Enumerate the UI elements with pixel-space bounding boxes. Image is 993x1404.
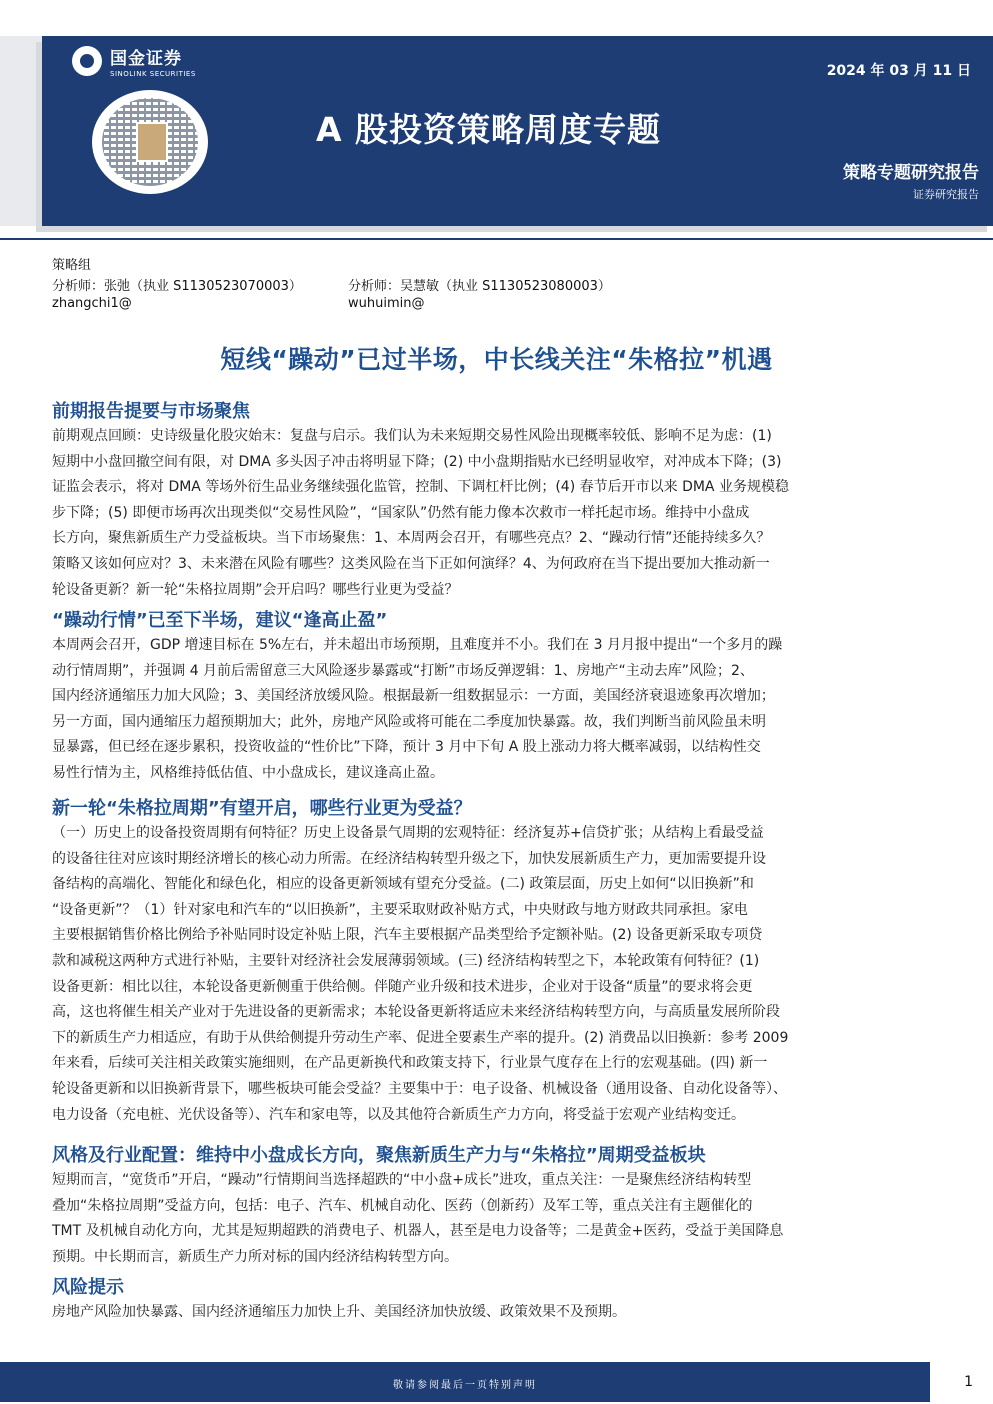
report-subtype: 证券研究报告	[913, 188, 979, 201]
report-date: 2024 年 03 月 11 日	[826, 63, 971, 79]
section-body-review: 前期观点回顾：史诗级量化股灾始末：复盘与启示。我们认为未来短期交易性风险出现概率较低、影响不足为虑：(1) 短期中小盘回撤空间有限，对 DMA 多头因子冲击将明显下降；(2) 中小盘期指贴水已经明显收窄，对冲成本下降；(3) 证监会表示，将对 DMA 等场外衍生品业务继续强化监管，控制、下调杠杆比例；(4) 春节后开市以来 DMA 业务规模稳 步下降；(5) 即便市场再次出现类似“交易性风险”，“国家队”仍然有能力像本次救市一样托起市场。维持中小盘成 长方向，聚焦新质生产力受益板块。当下市场聚焦：1、本周两会召开，有哪些亮点？2、“躁动行情”还能持续多久？ 策略又该如何应对？3、未来潜在风险有哪些？这类风险在当下正如何演绎？4、为何政府在当下提出要加大推动新一 轮设备更新？新一轮“朱格拉周期”会开启吗？哪些行业更为受益？	[52, 428, 789, 598]
section-title-risk: 风险提示	[52, 1277, 124, 1298]
logo-icon	[72, 46, 102, 76]
report-headline: 短线“躁动”已过半场，中长线关注“朱格拉”机遇	[220, 345, 773, 374]
logo-name-cn: 国金证券	[110, 49, 182, 69]
footer-disclaimer: 敬请参阅最后一页特别声明	[393, 1380, 537, 1391]
report-title: A 股投资策略周度专题	[316, 110, 662, 149]
section-body-allocation: 短期而言，“宽货币”开启，“躁动”行情期间当选择超跌的“中小盘+成长”进攻，重点关注：一是聚焦经济结构转型 叠加“朱格拉周期”受益方向，包括：电子、汽车、机械自动化、医药（创新药）及军工等，重点关注有主题催化的 TMT 及机械自动化方向，尤其是短期超跌的消费电子、机器人，甚至是电力设备等；二是黄金+医药，受益于美国降息 预期。中长期而言，新质生产力所对标的国内经济结构转型方向。	[52, 1172, 784, 1265]
section-title-rally: “躁动行情”已至下半场，建议“逢高止盈”	[52, 610, 388, 631]
analyst-2-email[interactable]: wuhuimin@	[348, 296, 425, 311]
analyst-2: 分析师：吴慧敏（执业 S1130523080003）	[348, 279, 611, 294]
banner-shadow	[0, 36, 42, 226]
logo-name-en: SINOLINK SECURITIES	[110, 70, 196, 78]
page-number: 1	[964, 1374, 973, 1390]
section-title-allocation: 风格及行业配置：维持中小盘成长方向，聚焦新质生产力与“朱格拉”周期受益板块	[52, 1145, 706, 1166]
section-body-rally: 本周两会召开，GDP 增速目标在 5%左右，并未超出市场预期，且难度并不小。我们在 3 月月报中提出“一个多月的躁 动行情周期”，并强调 4 月前后需留意三大风险逐步暴露或“打断”市场反弹逻辑：1、房地产“主动去库”风险；2、 国内经济通缩压力加大风险；3、美国经济放缓风险。根据最新一组数据显示：一方面，美国经济衰退迹象再次增加； 另一方面，国内通缩压力超预期加大；此外，房地产风险或将可能在二季度加快暴露。故，我们判断当前风险虽未明 显暴露，但已经在逐步累积，投资收益的“性价比”下降，预计 3 月中下旬 A 股上涨动力将大概率减弱，以结构性交 易性行情为主，风格维持低估值、中小盘成长，建议逢高止盈。	[52, 637, 783, 781]
section-title-juglar: 新一轮“朱格拉周期”有望开启，哪些行业更为受益？	[52, 798, 472, 819]
analyst-1: 分析师：张弛（执业 S1130523070003）	[52, 279, 302, 294]
section-title-review: 前期报告提要与市场聚焦	[52, 401, 250, 422]
header-divider	[0, 238, 993, 240]
team-label: 策略组	[52, 258, 92, 273]
section-body-juglar: （一）历史上的设备投资周期有何特征？历史上设备景气周期的宏观特征：经济复苏+信贷扩张；从结构上看最受益 的设备往往对应该时期经济增长的核心动力所需。在经济结构转型升级之下，加快发展新质生产力，更加需要提升设 备结构的高端化、智能化和绿色化，相应的设备更新领域有望充分受益。(二) 政策层面，历史上如何“以旧换新”和 “设备更新”？（1）针对家电和汽车的“以旧换新”，主要采取财政补贴方式，中央财政与地方财政共同承担。家电 主要根据销售价格比例给予补贴同时设定补贴上限，汽车主要根据产品类型给予定额补贴。(2) 设备更新采取专项贷 款和减税这两种方式进行补贴，主要针对经济社会发展薄弱领域。(三) 经济结构转型之下，本轮政策有何特征？(1) 设备更新：相比以往，本轮设备更新侧重于供给侧。伴随产业升级和技术进步，企业对于设备“质量”的要求将会更 高，这也将催生相关产业对于先进设备的更新需求；本轮设备更新将适应未来经济结构转型方向，与高质量发展所阶段 下的新质生产力相适应，有助于从供给侧提升劳动生产率、促进全要素生产率的提升。(2) 消费品以旧换新：参考 2009 年来看，后续可关注相关政策实施细则，在产品更新换代和政策支持下，行业景气度存在上行的宏观基础。(四) 新一 轮设备更新和以旧换新背景下，哪些板块可能会受益？主要集中于：电子设备、机械设备（通用设备、自动化设备等）、 电力设备（充电桩、光伏设备等）、汽车和家电等，以及其他符合新质生产力方向，将受益于宏观产业结构变迁。	[52, 825, 789, 1123]
report-type: 策略专题研究报告	[843, 163, 979, 183]
company-logo	[72, 44, 196, 78]
qr-code-icon	[92, 90, 208, 194]
analyst-1-email[interactable]: zhangchi1@	[52, 296, 132, 311]
section-body-risk: 房地产风险加快暴露、国内经济通缩压力加快上升、美国经济加快放缓、政策效果不及预期。	[52, 1304, 626, 1320]
